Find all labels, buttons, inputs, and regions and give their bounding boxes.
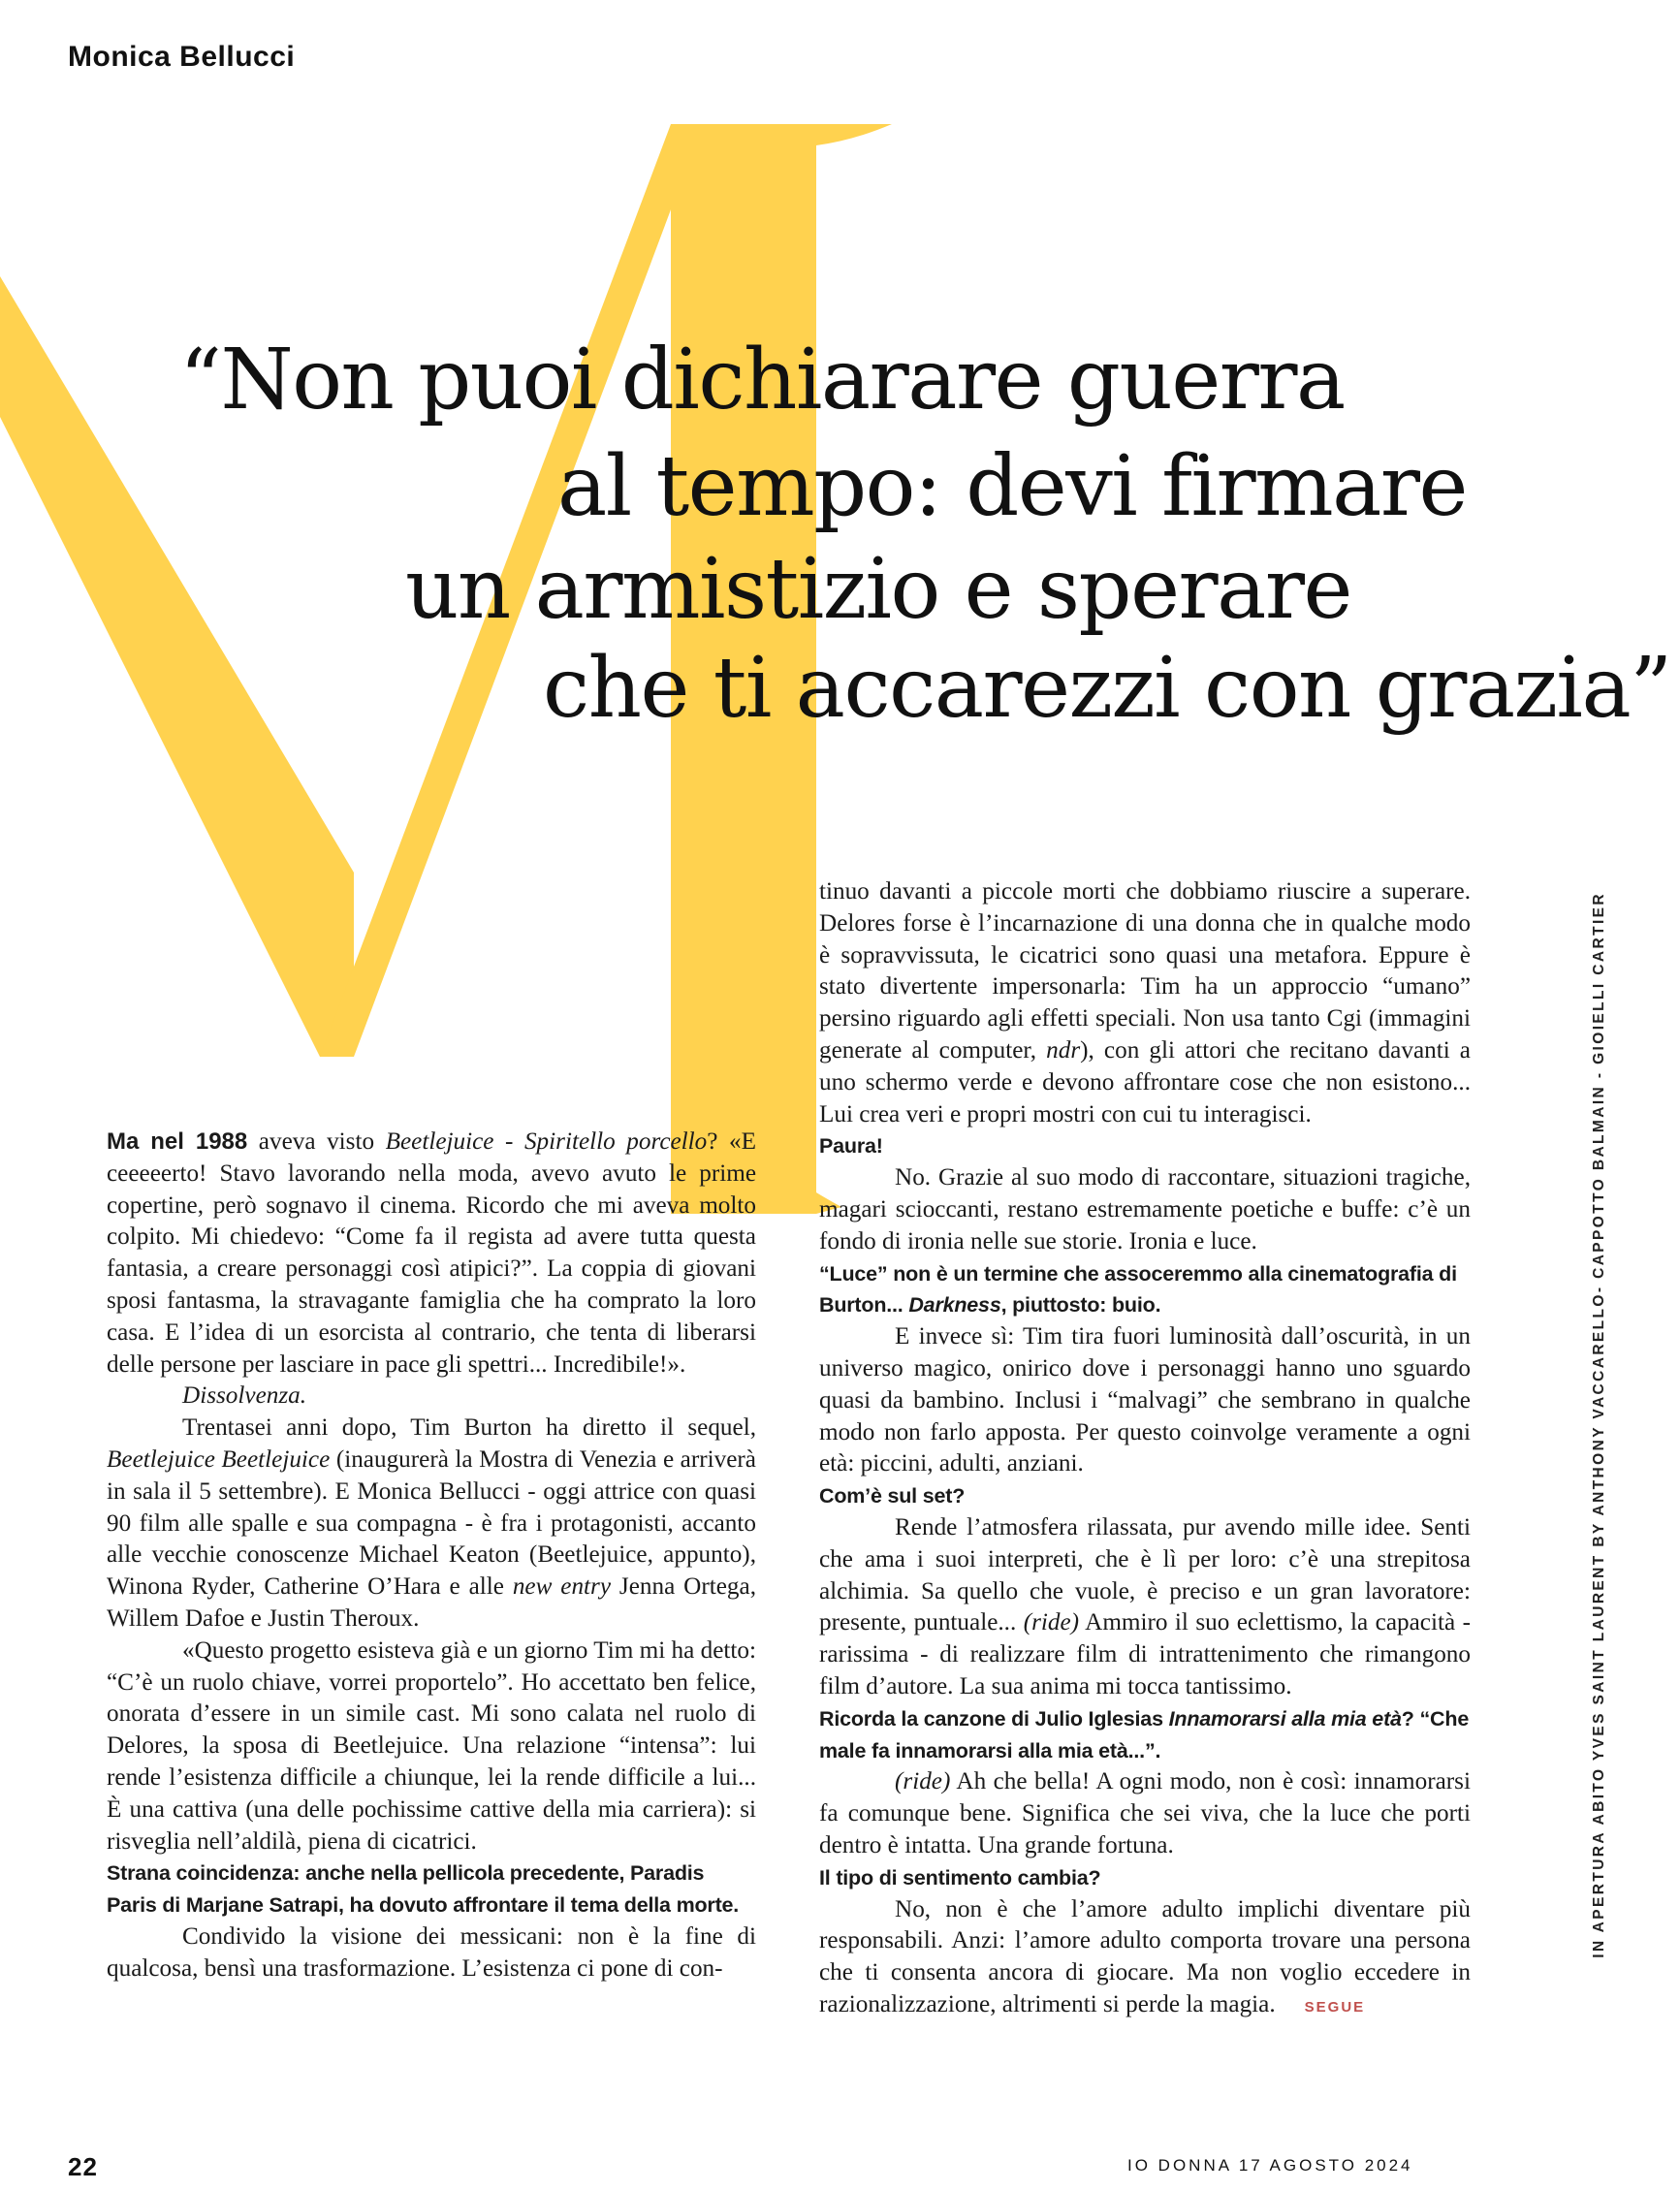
text-run: ), con gli attori che recitano davanti a uno schermo verde e devono affrontare cose che non esistono... Lui crea veri e propri mostri con cui tu interagisci. [819,1036,1471,1127]
film-title: Beetlejuice - Spiritello porcello [385,1128,708,1155]
magazine-footer: IO DONNA 17 AGOSTO 2024 [1127,2156,1413,2175]
lead-in: Ma nel 1988 [107,1128,248,1155]
paragraph [819,876,1471,1130]
pull-quote-line: “Non puoi dichiarare guerra [179,332,1345,429]
text-run: Trentasei anni dopo, Tim Burton ha diretto il sequel, [182,1414,756,1442]
paragraph [819,1512,1471,1703]
text-run: Rende l’atmosfera rilassata, pur avendo mille idee. Senti che ama i suoi interpreti, che è lì per loro: c’è una strepitosa alchimia. Sa quello che vuole, è preciso e un gran lavoratore: presente, puntuale... [819,1513,1471,1636]
text-run: ndr [1046,1036,1081,1064]
photo-credit: IN APERTURA ABITO YVES SAINT LAURENT BY ANTHONY VACCARELLO- CAPPOTTO BALMAIN - GIOIELLI CARTIER [1591,892,1607,1958]
interview-question: Com’è sul set? [819,1484,966,1508]
continued-marker[interactable]: SEGUE [1304,1998,1366,2016]
text-run: tinuo davanti a piccole morti che dobbiamo riuscire a superare. Delores forse è l’incarnazione di una donna che in qualche modo è sopravvissuta, le cicatrici sono quasi una metafora. Eppure è stato divertente impersonarla: Tim ha un approccio “umano” persino riguardo agli effetti speciali. Non usa tanto Cgi (immagini generate al computer, [819,878,1471,1064]
text-run: No, non è che l’amore adulto implichi diventare più responsabili. Anzi: l’amore adulto comporta trovare una persona che ti consenta ancora di giocare. Ma non voglio eccedere in razionalizzazione, altrimenti si perde la magia. [819,1895,1471,2017]
interview-question: Paura! [819,1134,883,1159]
interview-question: Strana coincidenza: anche nella pellicola precedente, Paradis Paris di Marjane Satrapi, ha dovuto affrontare il tema della morte. [107,1861,740,1918]
article-column-right [819,876,1471,2024]
text-run: aveva visto [247,1128,386,1155]
text-run: (inaugurerà la Mostra di Venezia e arriverà in sala il 5 settembre). E Monica Bellucci - oggi attrice con quasi 90 film alle spalle e sua compagna - è fra i protagonisti, accanto alle vecchie conoscenze Michael Keaton (Beetlejuice, appunto), Winona Ryder, Catherine O’Hara e alle [107,1445,756,1601]
text-run: Dissolvenza. [182,1382,307,1410]
interview-question [819,1703,1471,1767]
text-run: , piuttosto: buio. [1000,1293,1161,1318]
paragraph [819,1894,1471,2024]
text-run: “Luce” non è un termine che assoceremmo alla cinematografia di Burton... [819,1261,1457,1318]
text-run: Ammiro il suo eclettismo, la capacità - rarissima - di realizzare film di intrattenimento che rimangono film d’autore. La sua anima mi tocca tantissimo. [819,1609,1471,1699]
paragraph: E invece sì: Tim tira fuori luminosità dall’oscurità, in un universo magico, onirico dove i personaggi hanno uno sguardo quasi da bambino. Inclusi i “malvagi” che sembrano in qualche modo non farlo apposta. Per questo coinvolge veramente a ogni età: piccini, adulti, anziani. [819,1323,1471,1477]
pull-quote-line: un armistizio e sperare [405,541,1351,638]
text-run: new entry [512,1573,612,1601]
interview-question: Il tipo di sentimento cambia? [819,1865,1101,1889]
text-run: ? “Che male fa innamorarsi alla mia età...”. [819,1706,1470,1762]
pull-quote-line: al tempo: devi firmare [557,438,1467,535]
paragraph [107,1381,756,1413]
paragraph [819,1766,1471,1861]
paragraph: «Questo progetto esisteva già e un giorno Tim mi ha detto: “C’è un ruolo chiave, vorrei proportelo”. Ho accettato ben felice, onorata d’essere in un simile cast. Mi sono calata nel ruolo di Delores, la sposa di Beetlejuice. Una relazione “intensa”: lui rende l’esistenza difficile a chiunque, lei la rende difficile a lui... È una cattiva (una delle pochissime cattive della mia carriera): si risveglia nell’aldilà, piena di cicatrici. [107,1636,756,1855]
text-run: ? «E ceeeeerto! Stavo lavorando nella moda, avevo avuto le prime copertine, però sognavo il cinema. Ricordo che mi aveva molto colpito. Mi chiedevo: “Come fa il regista ad avere tutta questa fantasia, a creare personaggi così atipici?”. La coppia di giovani sposi fantasma, la stravagante famiglia che ha comprato la loro casa. E l’idea di un esorcista al contrario, che tenta di liberarsi delle persone per lasciare in pace gli spettri... Incredibile!». [107,1128,756,1378]
article-subject: Monica Bellucci [68,41,296,73]
text-run: Ah che bella! A ogni modo, non è così: innamorarsi fa comunque bene. Significa che sei viva, che la luce che porti dentro è intatta. Una grande fortuna. [819,1768,1471,1858]
text-run: Ricorda la canzone di Julio Iglesias [819,1706,1169,1731]
text-run: Jenna Ortega, Willem Dafoe e Justin Theroux. [107,1573,756,1632]
paragraph: Condivido la visione dei messicani: non è la fine di qualcosa, bensì una trasformazione. L’esistenza ci pone di con- [107,1922,756,1982]
text-run: (ride) [1023,1609,1080,1636]
page-number: 22 [68,2152,98,2181]
pull-quote-line: che ti accarezzi con grazia” [543,640,1671,737]
paragraph: No. Grazie al suo modo di raccontare, situazioni tragiche, magari scioccanti, restano estremamente poetiche e buffe: c’è un fondo di ironia nelle sue storie. Ironia e luce. [819,1164,1471,1254]
interview-question [819,1258,1471,1322]
text-run: Darkness [908,1293,1001,1318]
paragraph [107,1127,756,1381]
song-title: Innamorarsi alla mia età [1168,1706,1402,1731]
text-run: (ride) [895,1768,951,1795]
article-column-left [107,1127,756,1985]
film-title: Beetlejuice Beetlejuice [107,1445,331,1473]
paragraph [107,1413,756,1635]
